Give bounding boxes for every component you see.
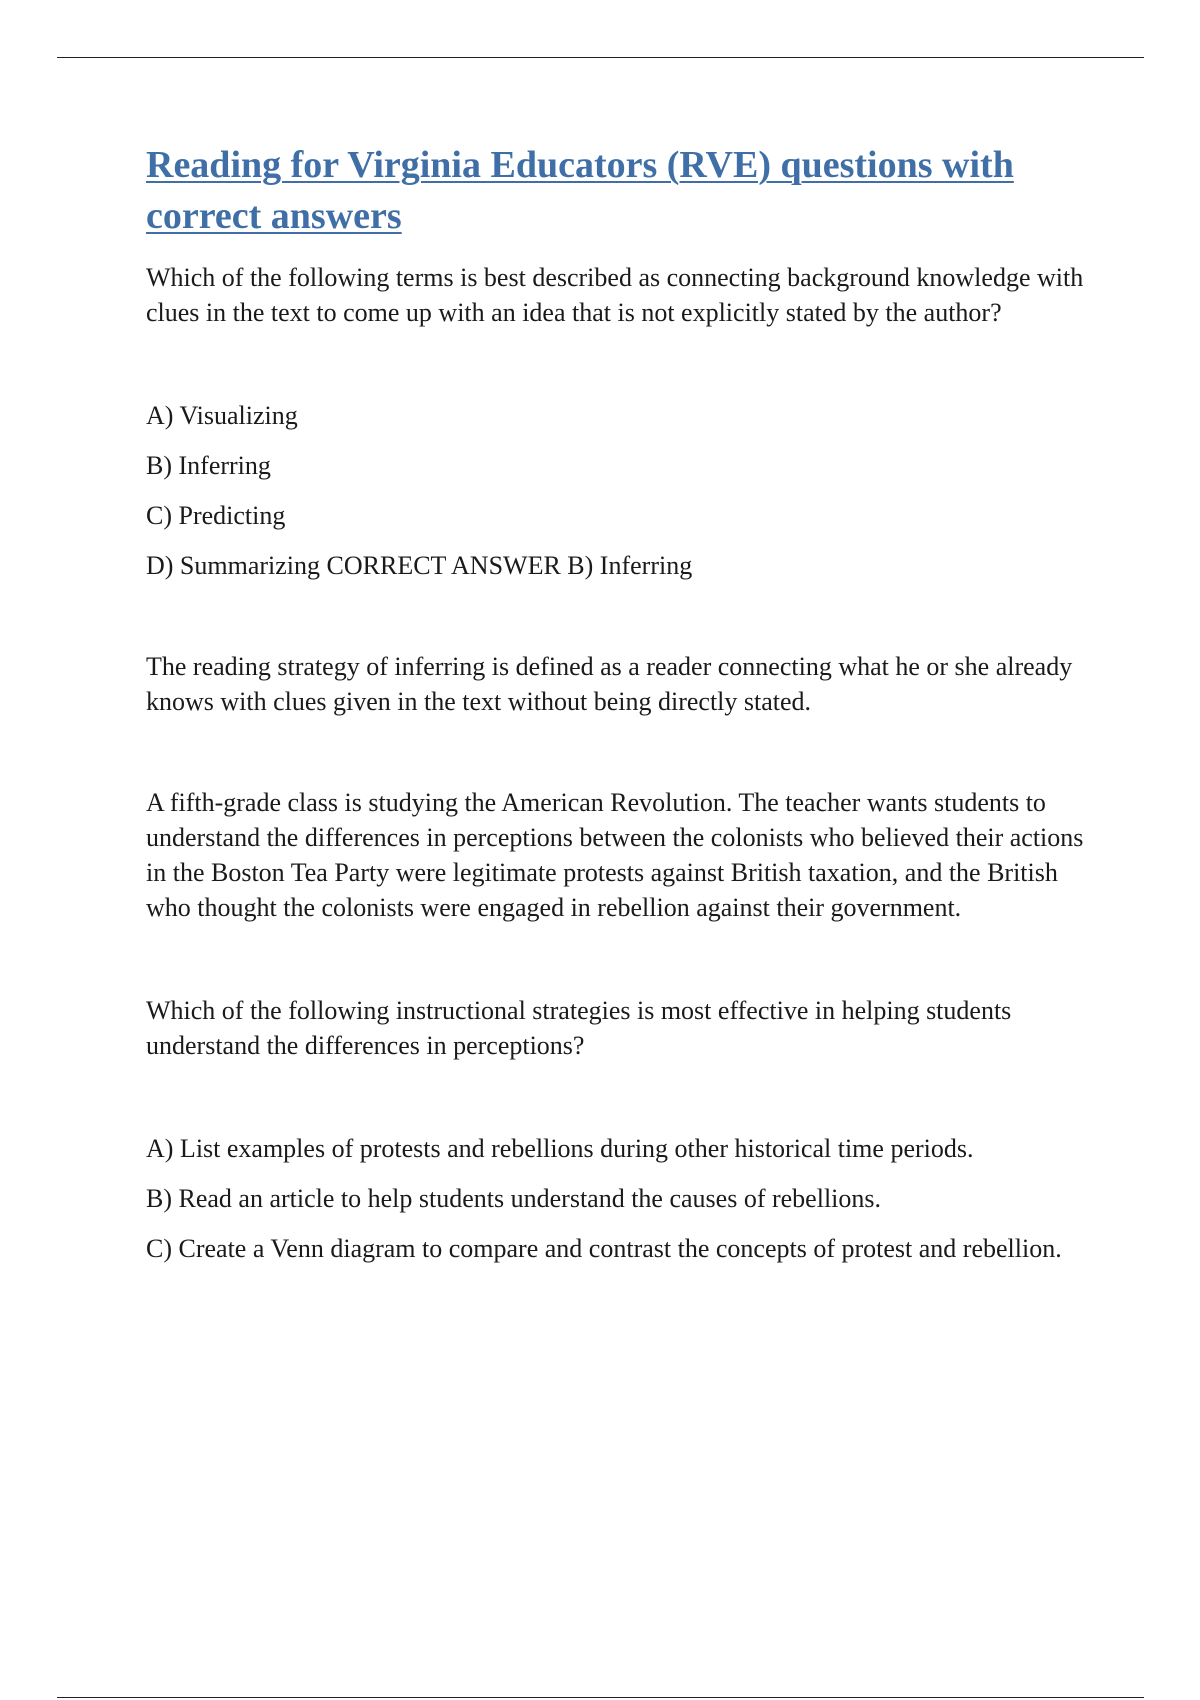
question-1-text: Which of the following terms is best described as connecting background knowledge with clues in the text to come up with an idea that is not explicitly stated by the author? [146,263,1084,327]
question-2-scenario: A fifth-grade class is studying the American Revolution. The teacher wants students to understand the differences in perceptions between the colonists who believed their actions in the Boston Tea Party were legitimate protests against British taxation, and the British who thought the colonists were engaged in rebellion against their government. [146,788,1084,922]
question-2-text: Which of the following instructional strategies is most effective in helping students understand the differences in perceptions? [146,996,1012,1060]
question-1-explanation: The reading strategy of inferring is defined as a reader connecting what he or she already knows with clues given in the text without being directly stated. [146,652,1073,716]
q2-option-c: C) Create a Venn diagram to compare and contrast the concepts of protest and rebellion. [146,1234,1062,1263]
q1-option-c: C) Predicting [146,501,286,530]
question-2-options [146,1131,1096,1266]
document-body [146,140,1096,1266]
document-title: Reading for Virginia Educators (RVE) questions with correct answers [146,144,1014,237]
q1-option-d: D) Summarizing CORRECT ANSWER B) Inferring [146,551,693,580]
header-rule [57,57,1144,58]
q1-option-a: A) Visualizing [146,401,298,430]
q1-option-b: B) Inferring [146,451,271,480]
question-1-options [146,398,1096,583]
footer-rule [57,1697,1144,1698]
q2-option-a: A) List examples of protests and rebellions during other historical time periods. [146,1134,974,1163]
q2-option-b: B) Read an article to help students understand the causes of rebellions. [146,1184,882,1213]
